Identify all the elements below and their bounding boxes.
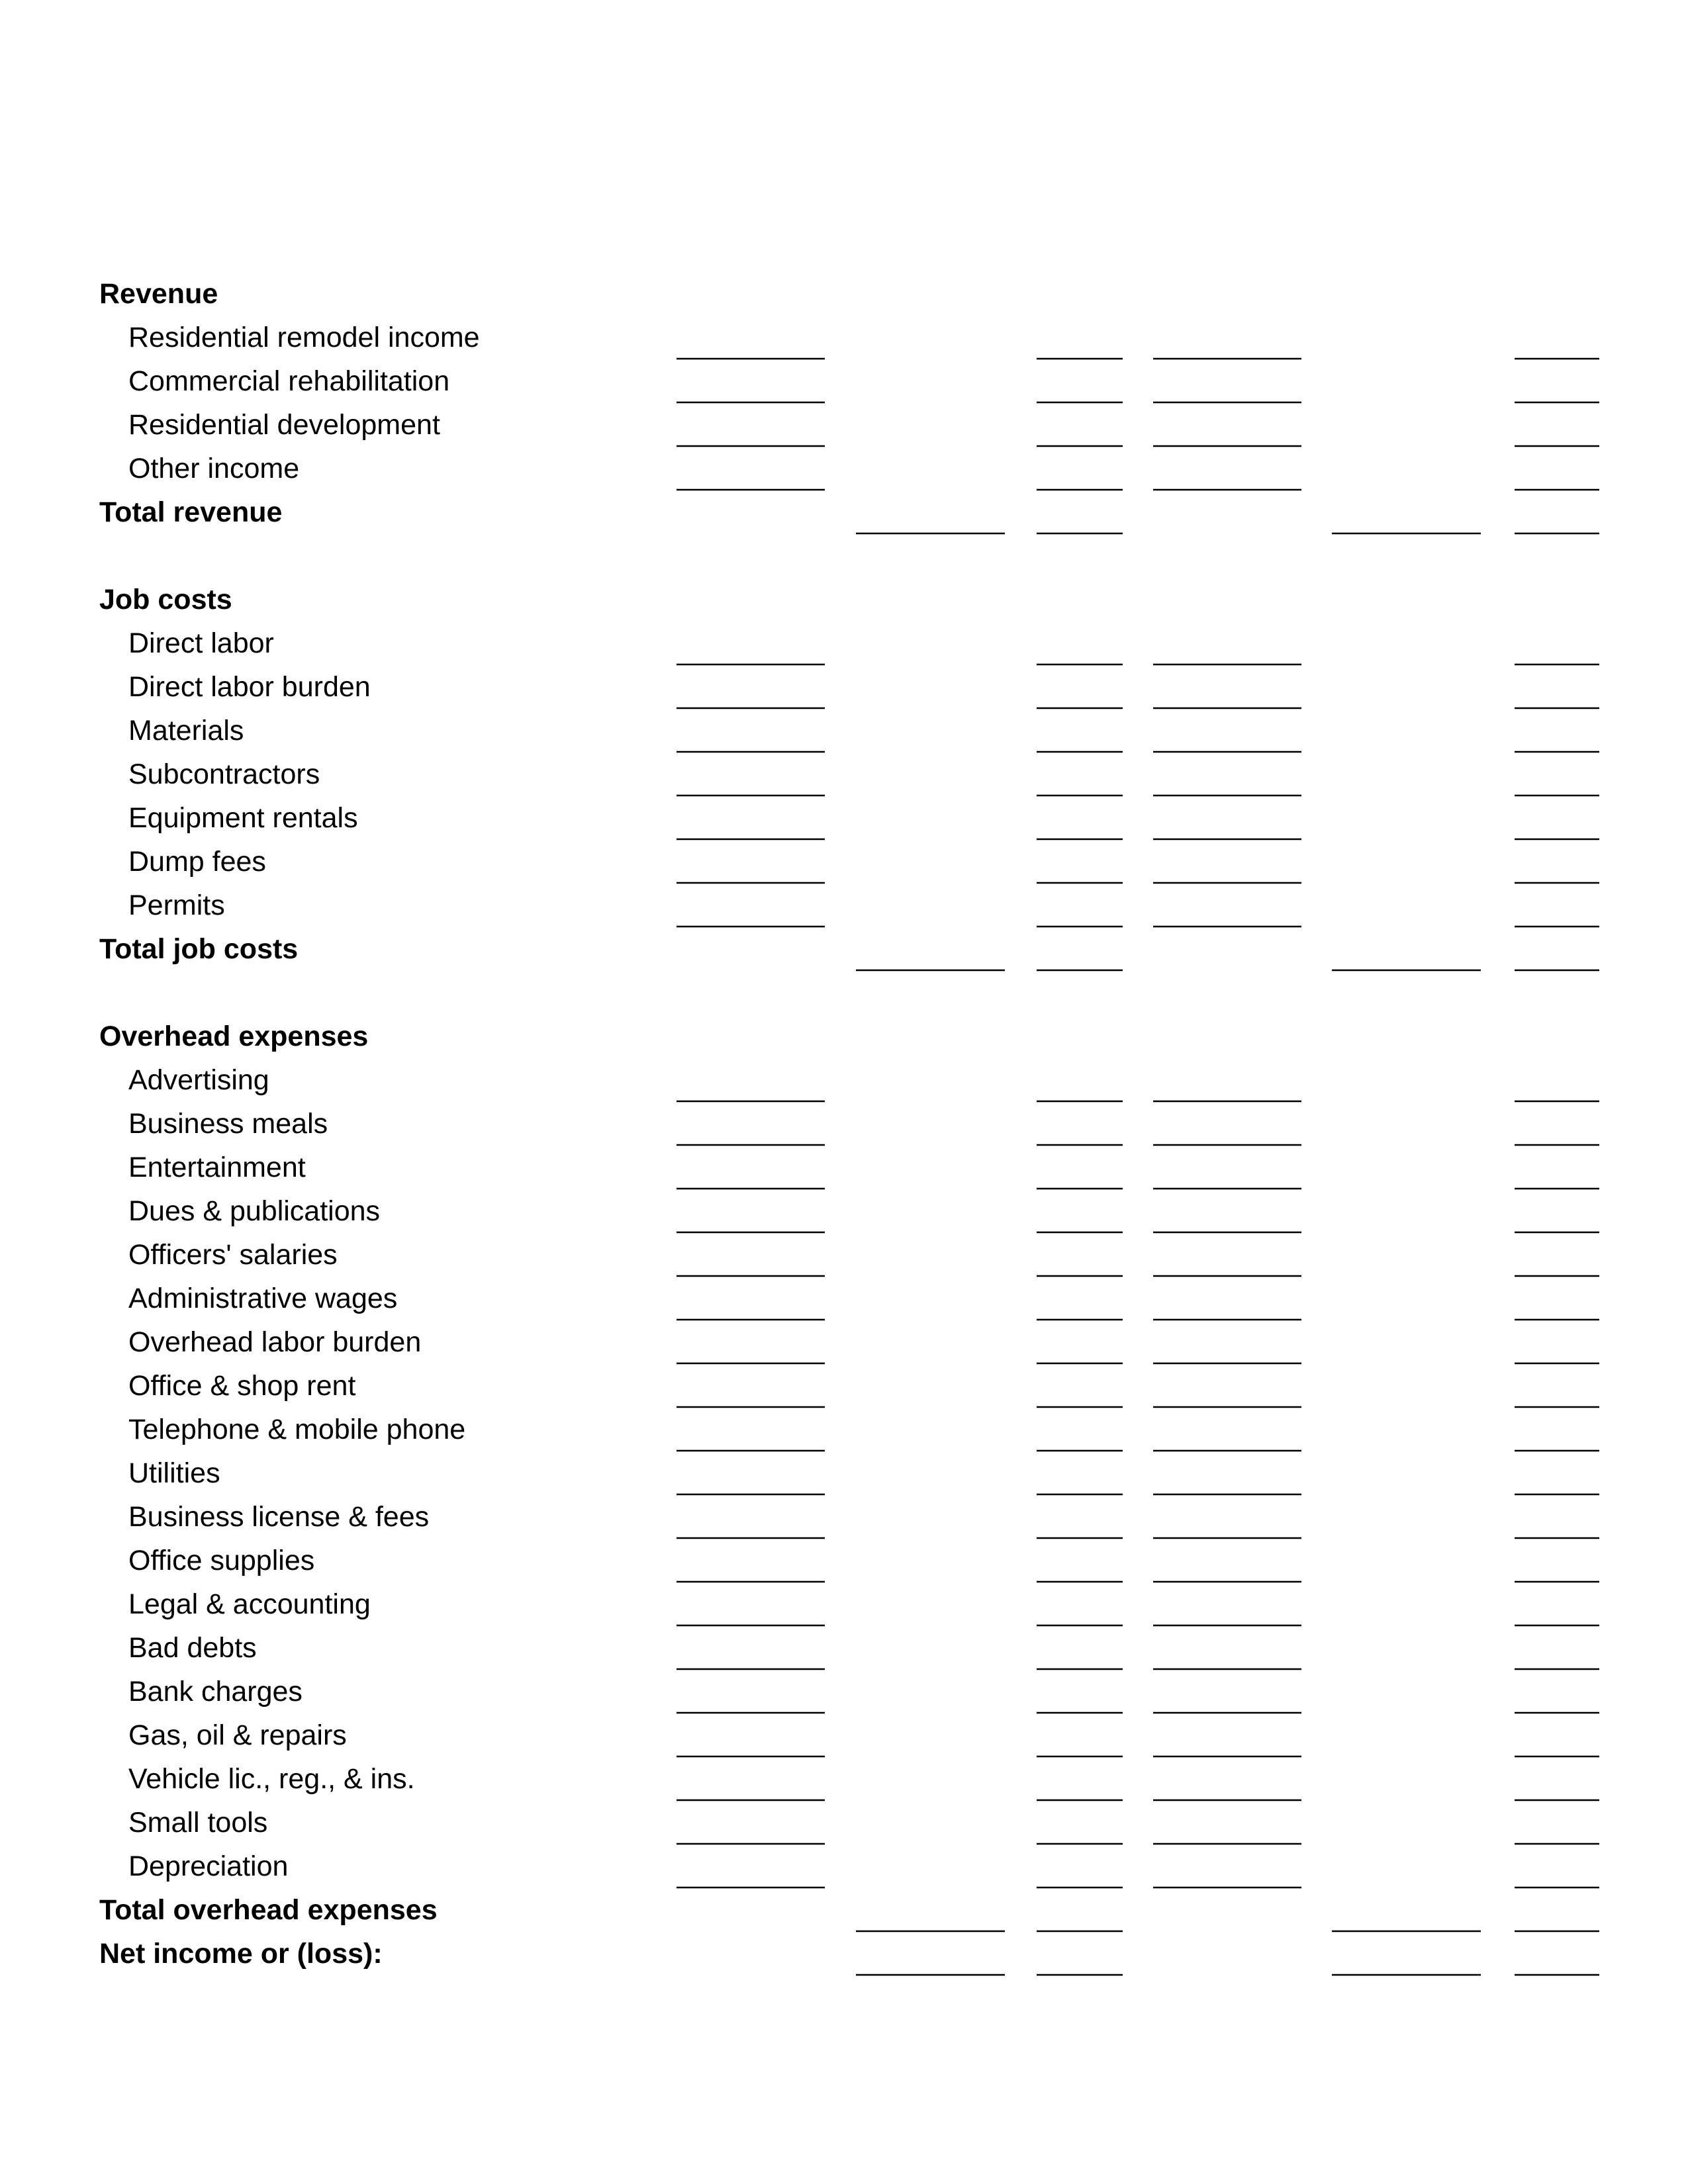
line-item-label: Telephone & mobile phone — [128, 1414, 466, 1445]
section-heading: Revenue — [99, 278, 218, 310]
line-item-label: Legal & accounting — [128, 1588, 371, 1620]
line-item-label: Bad debts — [128, 1632, 257, 1664]
line-item-label: Direct labor burden — [128, 671, 371, 703]
line-item-label: Residential development — [128, 409, 440, 441]
line-item-label: Overhead labor burden — [128, 1326, 422, 1358]
section-heading: Overhead expenses — [99, 1021, 369, 1052]
line-item-label: Subcontractors — [128, 758, 320, 790]
total-label: Total revenue — [99, 496, 283, 528]
line-item-label: Materials — [128, 715, 244, 747]
line-item-label: Gas, oil & repairs — [128, 1719, 347, 1751]
line-item-label: Vehicle lic., reg., & ins. — [128, 1763, 415, 1795]
line-item-label: Commercial rehabilitation — [128, 365, 450, 397]
line-item-label: Office supplies — [128, 1545, 315, 1576]
line-item-label: Utilities — [128, 1457, 220, 1489]
total-label: Net income or (loss): — [99, 1938, 383, 1970]
line-item-label: Equipment rentals — [128, 802, 358, 834]
line-item-label: Advertising — [128, 1064, 269, 1096]
line-item-label: Small tools — [128, 1807, 268, 1839]
line-item-label: Other income — [128, 453, 300, 484]
line-item-label: Permits — [128, 889, 225, 921]
line-item-label: Depreciation — [128, 1850, 289, 1882]
section-heading: Job costs — [99, 584, 232, 615]
line-item-label: Direct labor — [128, 627, 274, 659]
line-item-label: Bank charges — [128, 1676, 303, 1707]
line-item-label: Residential remodel income — [128, 322, 480, 353]
line-item-label: Office & shop rent — [128, 1370, 356, 1402]
line-item-label: Business license & fees — [128, 1501, 430, 1533]
line-item-label: Dump fees — [128, 846, 266, 878]
line-item-label: Administrative wages — [128, 1283, 398, 1314]
line-item-label: Officers' salaries — [128, 1239, 338, 1271]
line-item-label: Dues & publications — [128, 1195, 381, 1227]
line-item-label: Business meals — [128, 1108, 328, 1140]
line-item-label: Entertainment — [128, 1152, 306, 1183]
total-label: Total overhead expenses — [99, 1894, 438, 1926]
total-label: Total job costs — [99, 933, 299, 965]
